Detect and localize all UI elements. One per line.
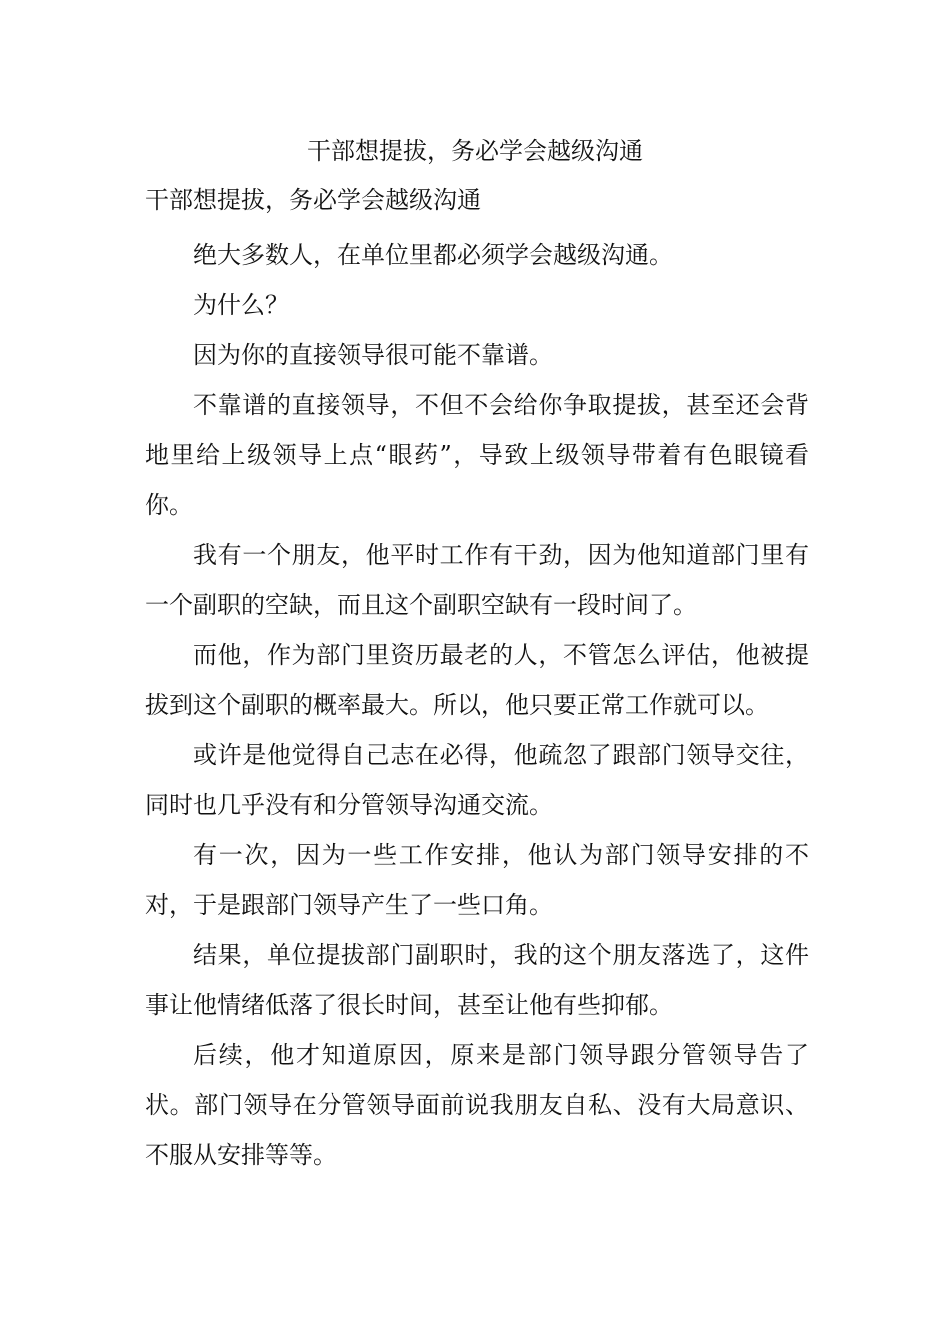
document-body: [145, 180, 809, 1180]
document-subtitle: 干部想提拔，务必学会越级沟通: [145, 186, 481, 214]
paragraph: 而他，作为部门里资历最老的人，不管怎么评估，他被提拔到这个副职的概率最大。所以，他只要正常工作就可以。: [145, 641, 809, 719]
paragraph: 绝大多数人，在单位里都必须学会越级沟通。: [193, 241, 673, 269]
paragraph: 不靠谱的直接领导，不但不会给你争取提拔，甚至还会背地里给上级领导上点“眼药”，导致上级领导带着有色眼镜看你。: [145, 391, 809, 519]
paragraph: 我有一个朋友，他平时工作有干劲，因为他知道部门里有一个副职的空缺，而且这个副职空缺有一段时间了。: [145, 541, 809, 619]
paragraph: 后续，他才知道原因，原来是部门领导跟分管领导告了状。部门领导在分管领导面前说我朋友自私、没有大局意识、不服从安排等等。: [145, 1041, 809, 1169]
paragraph: 有一次，因为一些工作安排，他认为部门领导安排的不对，于是跟部门领导产生了一些口角。: [145, 841, 809, 919]
paragraph: 或许是他觉得自己志在必得，他疏忽了跟部门领导交往，同时也几乎没有和分管领导沟通交流。: [145, 741, 809, 819]
page-title: 干部想提拔，务必学会越级沟通: [307, 137, 643, 165]
paragraph: 结果，单位提拔部门副职时，我的这个朋友落选了，这件事让他情绪低落了很长时间，甚至让他有些抑郁。: [145, 941, 809, 1019]
paragraph: 为什么？: [193, 291, 289, 319]
paragraph: 因为你的直接领导很可能不靠谱。: [193, 341, 553, 369]
